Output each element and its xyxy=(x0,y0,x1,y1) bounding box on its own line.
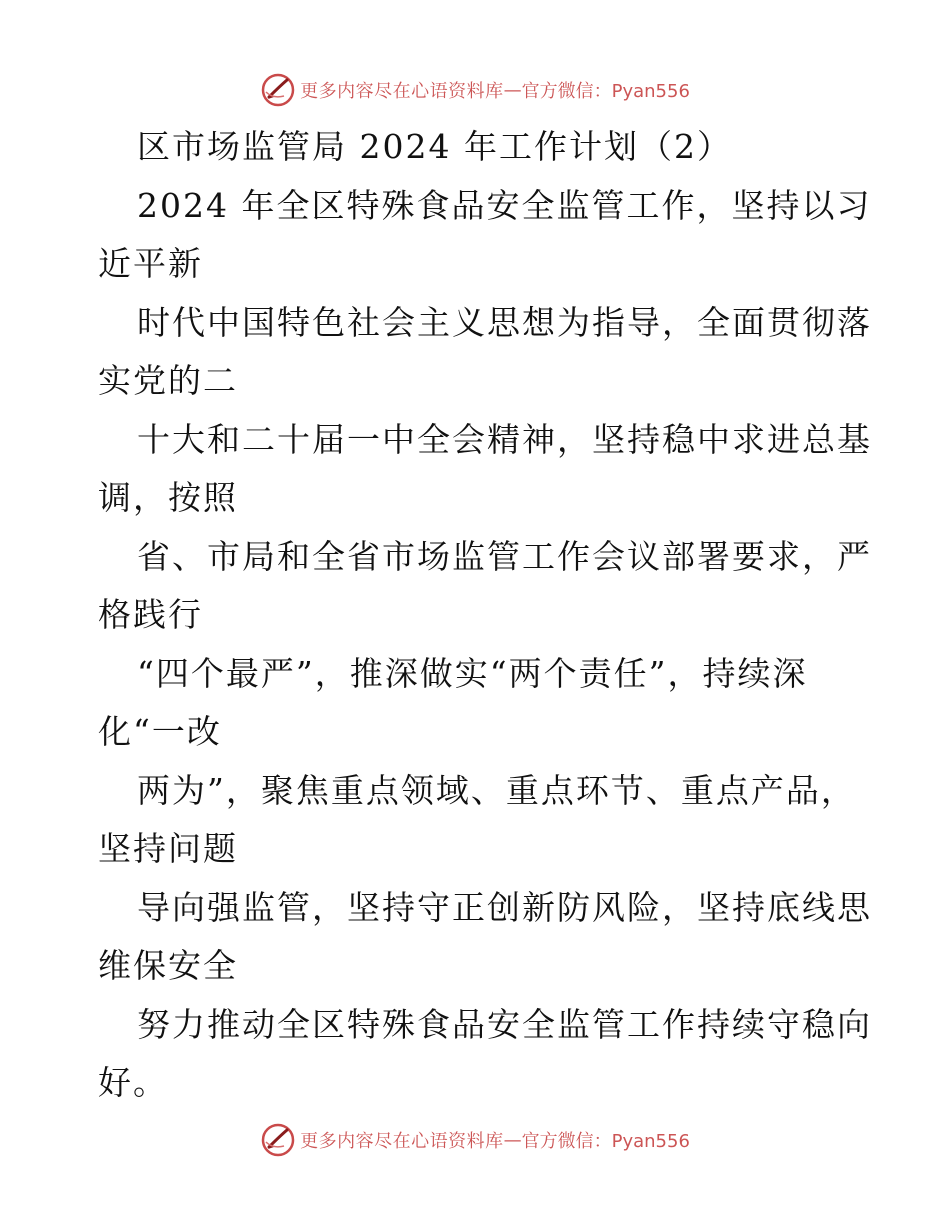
paragraph-line: 两为”，聚焦重点领域、重点环节、重点产品， xyxy=(137,771,856,810)
paragraph-line: 十大和二十届一中全会精神，坚持稳中求进总基 xyxy=(137,420,872,459)
watermark-contact: 官方微信：Pyan556 xyxy=(521,1131,690,1152)
paragraph-line: 省、市局和全省市场监管工作会议部署要求，严 xyxy=(137,537,872,576)
paragraph-line: 近平新 xyxy=(98,244,203,283)
paragraph-line: 导向强监管，坚持守正创新防风险，坚持底线思 xyxy=(137,888,872,927)
paragraph-line: 坚持问题 xyxy=(98,829,238,868)
paragraph-line: 维保安全 xyxy=(98,946,238,985)
paragraph-line: 调，按照 xyxy=(98,478,238,517)
paragraph-line: 好。 xyxy=(98,1063,168,1102)
watermark-contact: 官方微信：Pyan556 xyxy=(521,81,690,102)
watermark-text: 更多内容尽在心语资料库 xyxy=(300,81,504,102)
paragraph-line: 化“一改 xyxy=(98,712,222,751)
pen-logo-icon xyxy=(260,1122,296,1158)
watermark-dash: — xyxy=(503,79,522,101)
paragraph-line: 2024 年全区特殊食品安全监管工作，坚持以习 xyxy=(137,186,872,225)
paragraph-line: “四个最严”，推深做实“两个责任”，持续深 xyxy=(137,654,808,693)
watermark-text: 更多内容尽在心语资料库 xyxy=(300,1131,504,1152)
paragraph-line: 实党的二 xyxy=(98,361,238,400)
paragraph-line: 格践行 xyxy=(98,595,203,634)
document-title: 区市场监管局 2024 年工作计划（2） xyxy=(137,127,732,166)
paragraph-line: 时代中国特色社会主义思想为指导，全面贯彻落 xyxy=(137,303,872,342)
watermark-dash: — xyxy=(503,1129,522,1151)
paragraph-line: 努力推动全区特殊食品安全监管工作持续守稳向 xyxy=(137,1005,872,1044)
watermark-banner-bottom xyxy=(0,1122,950,1158)
